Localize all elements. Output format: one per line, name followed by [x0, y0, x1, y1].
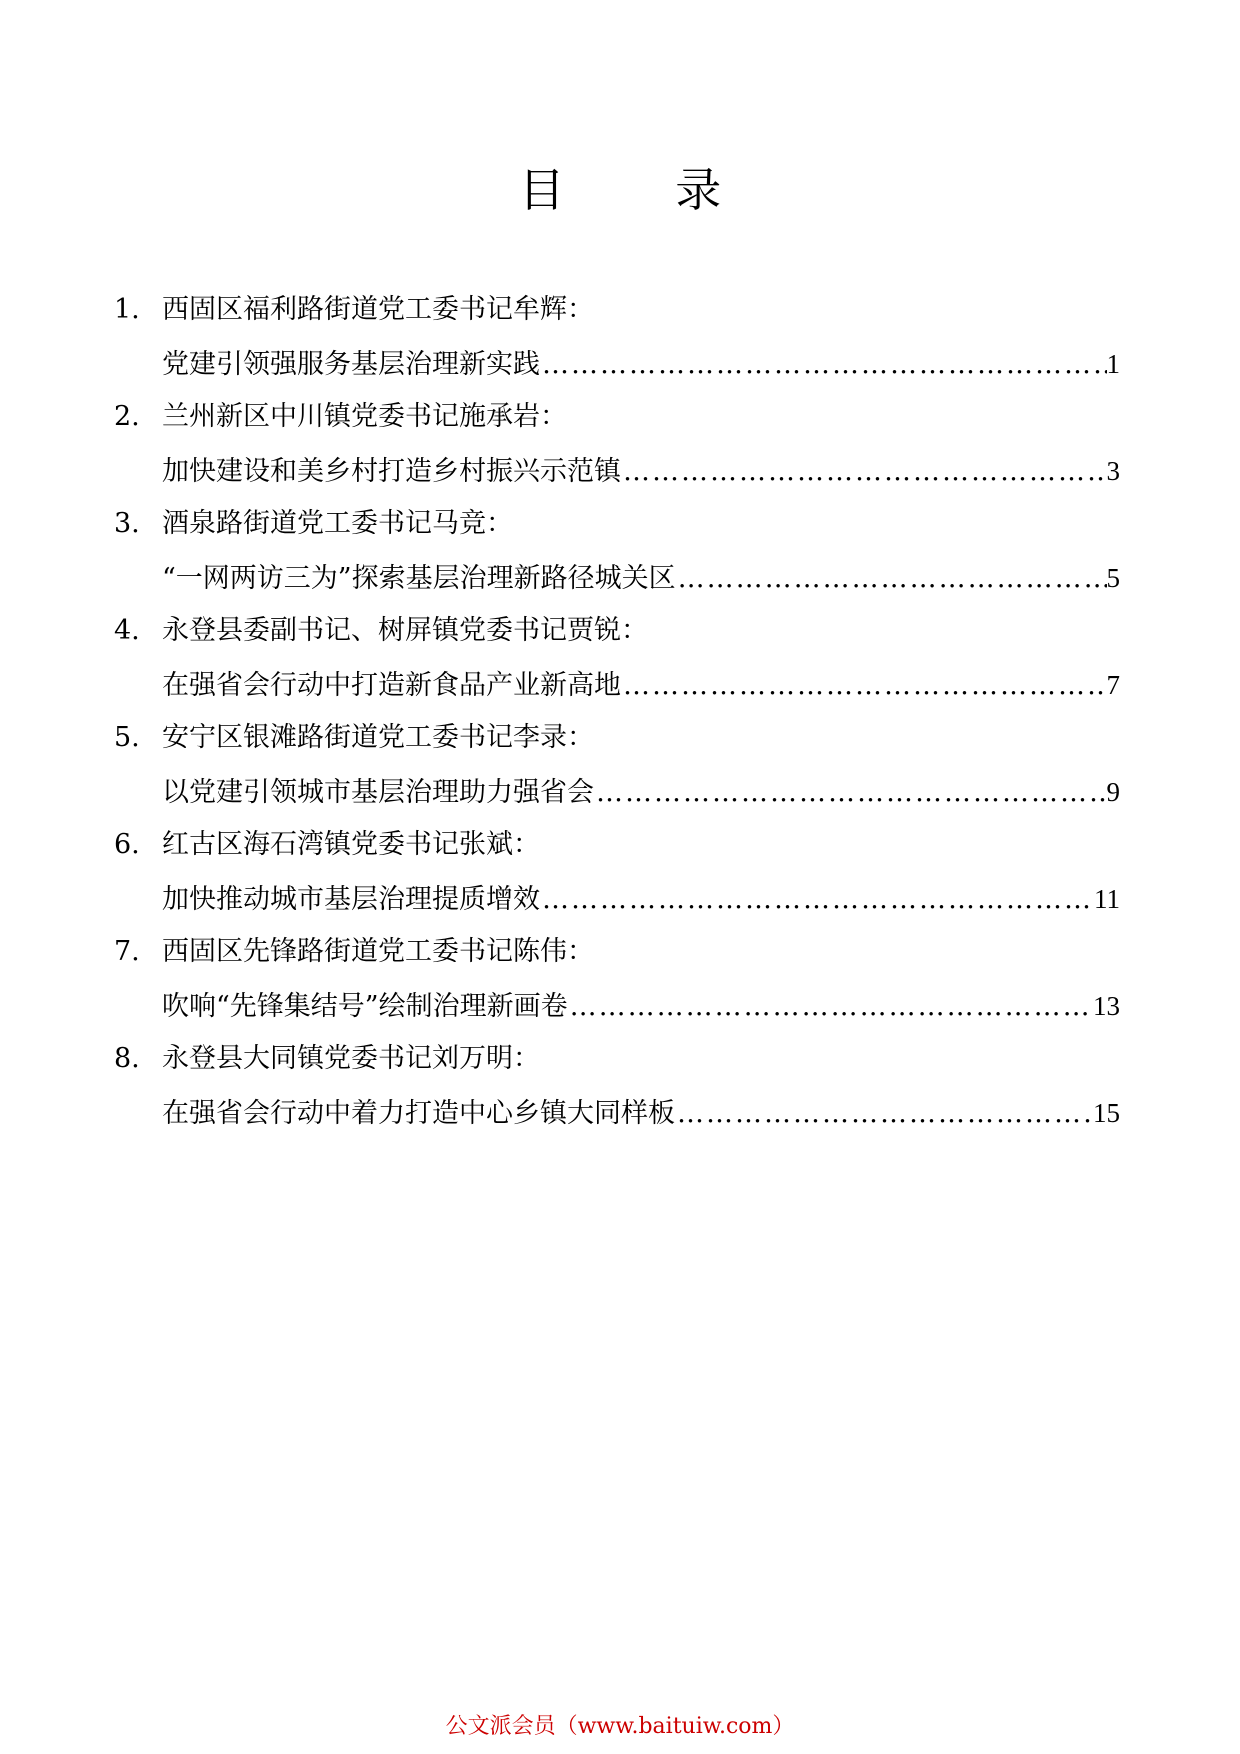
table-of-contents [0, 280, 1240, 1136]
entry-title-line[interactable] [162, 449, 1120, 493]
entry-number: 8. [114, 1043, 140, 1074]
entry-number: 1. [114, 294, 140, 325]
entry-title: 党建引领强服务基层治理新实践 [162, 349, 540, 380]
entry-number: 6. [114, 829, 140, 860]
page-number: 13 [1093, 991, 1120, 1021]
entry-author: 永登县大同镇党委书记刘万明： [162, 1043, 540, 1074]
entry-title: 加快推动城市基层治理提质增效 [162, 884, 540, 915]
entry-author: 安宁区银滩路街道党工委书记李录： [162, 722, 594, 753]
entry-author: 西固区先锋路街道党工委书记陈伟： [162, 936, 594, 967]
toc-entry-1 [0, 280, 1240, 387]
entry-number: 2. [114, 401, 140, 432]
entry-title: 以党建引领城市基层治理助力强省会 [162, 777, 594, 808]
entry-number: 4. [114, 615, 140, 646]
toc-entry-3 [0, 494, 1240, 601]
entry-title-line[interactable] [162, 877, 1120, 921]
toc-entry-8 [0, 1029, 1240, 1136]
entry-title-line[interactable] [162, 984, 1120, 1028]
entry-heading [114, 823, 540, 867]
page-title: 目 录 [518, 163, 770, 217]
entry-author: 永登县委副书记、树屏镇党委书记贾锐： [162, 615, 648, 646]
page-number: 7 [1106, 670, 1120, 700]
entry-title: 在强省会行动中打造新食品产业新高地 [162, 670, 621, 701]
entry-author: 酒泉路街道党工委书记马竞： [162, 508, 513, 539]
toc-entry-4 [0, 601, 1240, 708]
dot-leader [568, 985, 1093, 1029]
entry-title-line[interactable] [162, 663, 1120, 707]
entry-title: 吹响“先锋集结号”绘制治理新画卷 [162, 991, 568, 1022]
entry-title: 加快建设和美乡村打造乡村振兴示范镇 [162, 456, 621, 487]
entry-title-line[interactable] [162, 556, 1120, 600]
dot-leader [675, 1092, 1093, 1136]
entry-author: 西固区福利路街道党工委书记牟辉： [162, 294, 594, 325]
dot-leader [594, 771, 1107, 815]
footer-watermark: 公文派会员（www.baituiw.com） [445, 1714, 795, 1739]
entry-title: “一网两访三为”探索基层治理新路径城关区 [162, 563, 676, 594]
toc-entry-7 [0, 922, 1240, 1029]
page-number: 9 [1106, 777, 1120, 807]
toc-entry-5 [0, 708, 1240, 815]
page-number: 11 [1094, 884, 1120, 914]
entry-heading [114, 930, 594, 974]
dot-leader [621, 450, 1107, 494]
page-number: 3 [1106, 456, 1120, 486]
entry-title: 在强省会行动中着力打造中心乡镇大同样板 [162, 1098, 675, 1129]
entry-heading [114, 609, 648, 653]
entry-author: 红古区海石湾镇党委书记张斌： [162, 829, 540, 860]
page-number: 15 [1093, 1098, 1120, 1128]
entry-number: 3. [114, 508, 140, 539]
page-number: 1 [1106, 349, 1120, 379]
entry-heading [114, 716, 594, 760]
entry-title-line[interactable] [162, 342, 1120, 386]
dot-leader [676, 557, 1107, 601]
toc-entry-6 [0, 815, 1240, 922]
entry-heading [114, 502, 513, 546]
entry-title-line[interactable] [162, 770, 1120, 814]
entry-number: 7. [114, 936, 140, 967]
dot-leader [540, 343, 1107, 387]
entry-number: 5. [114, 722, 140, 753]
entry-title-line[interactable] [162, 1091, 1120, 1135]
dot-leader [540, 878, 1094, 922]
page-number: 5 [1106, 563, 1120, 593]
entry-heading [114, 288, 594, 332]
toc-entry-2 [0, 387, 1240, 494]
entry-heading [114, 1037, 540, 1081]
dot-leader [621, 664, 1107, 708]
entry-heading [114, 395, 567, 439]
entry-author: 兰州新区中川镇党委书记施承岩： [162, 401, 567, 432]
